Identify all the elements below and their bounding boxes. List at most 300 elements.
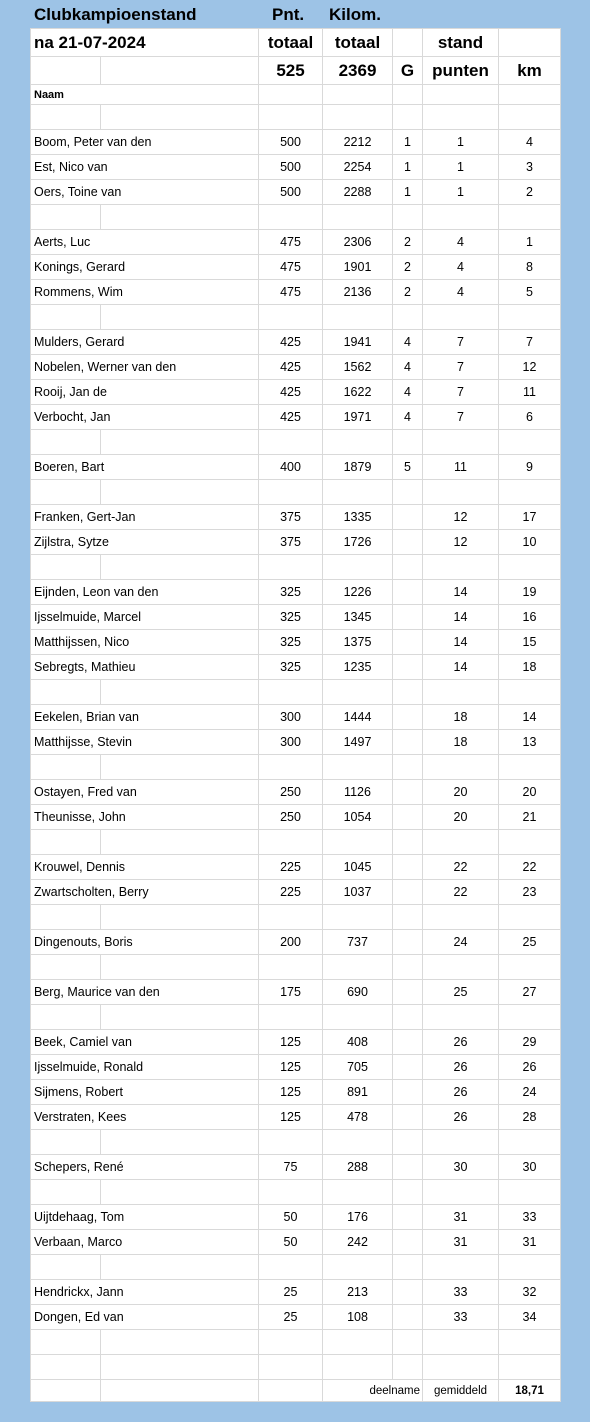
empty-cell (259, 85, 323, 105)
table-row (31, 255, 561, 280)
empty-cell (323, 680, 393, 705)
table-row (31, 805, 561, 830)
rider-name: Ijsselmuide, Marcel (31, 605, 259, 630)
points-rank: 18 (423, 705, 499, 730)
km-total: 1235 (323, 655, 393, 680)
empty-cell (31, 1330, 101, 1355)
spacer-row (31, 430, 561, 455)
empty-cell (31, 1255, 101, 1280)
spacer-row (31, 1180, 561, 1205)
points-rank: 26 (423, 1080, 499, 1105)
empty-cell (323, 1255, 393, 1280)
empty-cell (31, 680, 101, 705)
empty-cell (323, 1355, 393, 1380)
g-label: G (393, 57, 423, 85)
empty-cell (323, 1005, 393, 1030)
naam-label: Naam (31, 85, 259, 105)
rider-name: Ostayen, Fred van (31, 780, 259, 805)
km-rank: 18 (499, 655, 561, 680)
group-number: 5 (393, 455, 423, 480)
pnt-header: Pnt. (272, 5, 305, 24)
empty-cell (499, 305, 561, 330)
rider-name: Krouwel, Dennis (31, 855, 259, 880)
empty-cell (393, 480, 423, 505)
spacer-row (31, 830, 561, 855)
empty-cell (101, 430, 259, 455)
empty-cell (101, 305, 259, 330)
km-label: km (499, 57, 561, 85)
empty-cell (393, 1130, 423, 1155)
spacer-row (31, 680, 561, 705)
km-total: 1726 (323, 530, 393, 555)
empty-cell (393, 29, 423, 57)
pnt-totaal-label: totaal (259, 29, 323, 57)
empty-cell (101, 105, 259, 130)
empty-cell (423, 830, 499, 855)
rider-name: Sijmens, Robert (31, 1080, 259, 1105)
header-row-naam (31, 85, 561, 105)
empty-cell (101, 955, 259, 980)
group-number (393, 655, 423, 680)
empty-cell (323, 555, 393, 580)
total-points: 525 (259, 57, 323, 85)
points-total: 325 (259, 580, 323, 605)
spacer-row (31, 755, 561, 780)
points-rank: 1 (423, 155, 499, 180)
km-rank: 30 (499, 1155, 561, 1180)
empty-cell (259, 430, 323, 455)
empty-cell (31, 305, 101, 330)
rider-name: Est, Nico van (31, 155, 259, 180)
empty-cell (423, 555, 499, 580)
group-number (393, 1030, 423, 1055)
group-number (393, 780, 423, 805)
empty-cell (499, 955, 561, 980)
points-total: 50 (259, 1230, 323, 1255)
rider-name: Ijsselmuide, Ronald (31, 1055, 259, 1080)
km-rank: 16 (499, 605, 561, 630)
km-rank: 26 (499, 1055, 561, 1080)
empty-cell (423, 955, 499, 980)
points-rank: 12 (423, 505, 499, 530)
rider-name: Konings, Gerard (31, 255, 259, 280)
empty-cell (101, 1130, 259, 1155)
table-row (31, 655, 561, 680)
spacer-row (31, 1330, 561, 1355)
empty-cell (31, 1130, 101, 1155)
points-rank: 7 (423, 355, 499, 380)
spacer-row (31, 1355, 561, 1380)
empty-cell (259, 1330, 323, 1355)
table-row (31, 1205, 561, 1230)
stand-label: stand (423, 29, 499, 57)
empty-cell (101, 680, 259, 705)
empty-cell (31, 1380, 101, 1402)
empty-cell (101, 1330, 259, 1355)
km-rank: 24 (499, 1080, 561, 1105)
standings-table (30, 28, 561, 1402)
km-rank: 7 (499, 330, 561, 355)
km-rank: 29 (499, 1030, 561, 1055)
empty-cell (259, 480, 323, 505)
rider-name: Zijlstra, Sytze (31, 530, 259, 555)
empty-cell (423, 105, 499, 130)
empty-cell (31, 430, 101, 455)
empty-cell (101, 905, 259, 930)
group-number (393, 805, 423, 830)
empty-cell (101, 555, 259, 580)
empty-cell (393, 305, 423, 330)
group-number (393, 880, 423, 905)
empty-cell (393, 1005, 423, 1030)
header-row-totals (31, 57, 561, 85)
kilom-header: Kilom. (329, 5, 381, 24)
empty-cell (423, 85, 499, 105)
rider-name: Sebregts, Mathieu (31, 655, 259, 680)
spacer-row (31, 1130, 561, 1155)
points-total: 475 (259, 280, 323, 305)
group-number: 1 (393, 130, 423, 155)
km-total: 108 (323, 1305, 393, 1330)
empty-cell (423, 680, 499, 705)
km-rank: 28 (499, 1105, 561, 1130)
km-rank: 25 (499, 930, 561, 955)
spacer-row (31, 1005, 561, 1030)
points-rank: 20 (423, 780, 499, 805)
empty-cell (393, 955, 423, 980)
points-total: 225 (259, 855, 323, 880)
empty-cell (323, 1330, 393, 1355)
table-row (31, 1305, 561, 1330)
empty-cell (259, 555, 323, 580)
points-total: 250 (259, 780, 323, 805)
points-total: 425 (259, 330, 323, 355)
km-total: 408 (323, 1030, 393, 1055)
group-number (393, 1155, 423, 1180)
empty-cell (31, 905, 101, 930)
km-total: 2136 (323, 280, 393, 305)
km-total: 1879 (323, 455, 393, 480)
empty-cell (31, 955, 101, 980)
points-total: 500 (259, 155, 323, 180)
points-rank: 30 (423, 1155, 499, 1180)
table-row (31, 705, 561, 730)
empty-cell (259, 755, 323, 780)
points-total: 300 (259, 730, 323, 755)
rider-name: Beek, Camiel van (31, 1030, 259, 1055)
empty-cell (393, 1180, 423, 1205)
km-total: 1335 (323, 505, 393, 530)
empty-cell (259, 305, 323, 330)
km-total: 478 (323, 1105, 393, 1130)
empty-cell (259, 1180, 323, 1205)
empty-cell (323, 205, 393, 230)
points-rank: 14 (423, 655, 499, 680)
points-total: 225 (259, 880, 323, 905)
points-rank: 7 (423, 405, 499, 430)
spacer-row (31, 955, 561, 980)
group-number (393, 1230, 423, 1255)
spacer-row (31, 555, 561, 580)
rider-name: Nobelen, Werner van den (31, 355, 259, 380)
empty-cell (393, 85, 423, 105)
km-rank: 20 (499, 780, 561, 805)
empty-cell (101, 1005, 259, 1030)
empty-cell (393, 205, 423, 230)
km-rank: 11 (499, 380, 561, 405)
spacer-row (31, 1255, 561, 1280)
group-number: 2 (393, 255, 423, 280)
rider-name: Verstraten, Kees (31, 1105, 259, 1130)
km-total: 891 (323, 1080, 393, 1105)
empty-cell (323, 305, 393, 330)
km-rank: 27 (499, 980, 561, 1005)
empty-cell (423, 480, 499, 505)
points-rank: 4 (423, 230, 499, 255)
table-row (31, 280, 561, 305)
empty-cell (499, 29, 561, 57)
empty-cell (31, 755, 101, 780)
rider-name: Verbocht, Jan (31, 405, 259, 430)
points-rank: 25 (423, 980, 499, 1005)
empty-cell (259, 205, 323, 230)
table-row (31, 980, 561, 1005)
km-total: 1971 (323, 405, 393, 430)
empty-cell (393, 105, 423, 130)
empty-cell (393, 430, 423, 455)
km-rank: 2 (499, 180, 561, 205)
rider-name: Matthijsse, Stevin (31, 730, 259, 755)
empty-cell (101, 57, 259, 85)
points-total: 125 (259, 1030, 323, 1055)
empty-cell (31, 830, 101, 855)
group-number (393, 605, 423, 630)
empty-cell (259, 905, 323, 930)
points-total: 25 (259, 1280, 323, 1305)
table-row (31, 605, 561, 630)
title-row (30, 0, 560, 28)
empty-cell (393, 1355, 423, 1380)
points-rank: 33 (423, 1280, 499, 1305)
km-rank: 14 (499, 705, 561, 730)
group-number (393, 930, 423, 955)
empty-cell (259, 955, 323, 980)
empty-cell (423, 1330, 499, 1355)
km-total: 690 (323, 980, 393, 1005)
empty-cell (499, 430, 561, 455)
empty-cell (31, 105, 101, 130)
points-total: 375 (259, 505, 323, 530)
km-rank: 6 (499, 405, 561, 430)
empty-cell (423, 1130, 499, 1155)
km-total: 1226 (323, 580, 393, 605)
rider-name: Verbaan, Marco (31, 1230, 259, 1255)
table-row (31, 405, 561, 430)
km-total: 176 (323, 1205, 393, 1230)
empty-cell (323, 1130, 393, 1155)
empty-cell (31, 1355, 101, 1380)
points-rank: 33 (423, 1305, 499, 1330)
table-row (31, 530, 561, 555)
rider-name: Boeren, Bart (31, 455, 259, 480)
km-total: 2254 (323, 155, 393, 180)
empty-cell (499, 205, 561, 230)
empty-cell (499, 1330, 561, 1355)
points-rank: 24 (423, 930, 499, 955)
empty-cell (31, 57, 101, 85)
empty-cell (101, 480, 259, 505)
points-total: 425 (259, 380, 323, 405)
table-row (31, 130, 561, 155)
empty-cell (499, 905, 561, 930)
points-total: 175 (259, 980, 323, 1005)
empty-cell (423, 305, 499, 330)
points-total: 250 (259, 805, 323, 830)
km-total: 1562 (323, 355, 393, 380)
group-number (393, 1105, 423, 1130)
empty-cell (423, 1255, 499, 1280)
rider-name: Theunisse, John (31, 805, 259, 830)
empty-cell (499, 105, 561, 130)
km-rank: 4 (499, 130, 561, 155)
points-rank: 20 (423, 805, 499, 830)
points-rank: 4 (423, 255, 499, 280)
empty-cell (259, 1005, 323, 1030)
group-number (393, 505, 423, 530)
points-rank: 14 (423, 605, 499, 630)
points-total: 500 (259, 180, 323, 205)
points-rank: 7 (423, 380, 499, 405)
table-row (31, 230, 561, 255)
group-number (393, 705, 423, 730)
km-total: 1941 (323, 330, 393, 355)
rider-name: Rooij, Jan de (31, 380, 259, 405)
points-rank: 22 (423, 855, 499, 880)
points-rank: 26 (423, 1105, 499, 1130)
km-rank: 8 (499, 255, 561, 280)
group-number (393, 1080, 423, 1105)
empty-cell (259, 105, 323, 130)
group-number: 4 (393, 355, 423, 380)
km-rank: 1 (499, 230, 561, 255)
km-rank: 23 (499, 880, 561, 905)
empty-cell (101, 1180, 259, 1205)
empty-cell (423, 205, 499, 230)
group-number (393, 1055, 423, 1080)
km-total: 2288 (323, 180, 393, 205)
km-rank: 5 (499, 280, 561, 305)
points-rank: 18 (423, 730, 499, 755)
rider-name: Rommens, Wim (31, 280, 259, 305)
table-row (31, 580, 561, 605)
empty-cell (423, 905, 499, 930)
empty-cell (259, 1130, 323, 1155)
points-total: 375 (259, 530, 323, 555)
km-rank: 22 (499, 855, 561, 880)
points-rank: 11 (423, 455, 499, 480)
km-total: 2306 (323, 230, 393, 255)
empty-cell (423, 1180, 499, 1205)
rider-name: Zwartscholten, Berry (31, 880, 259, 905)
km-total: 288 (323, 1155, 393, 1180)
empty-cell (499, 680, 561, 705)
empty-cell (393, 1255, 423, 1280)
km-total: 705 (323, 1055, 393, 1080)
empty-cell (393, 830, 423, 855)
table-row (31, 180, 561, 205)
rider-name: Berg, Maurice van den (31, 980, 259, 1005)
points-rank: 4 (423, 280, 499, 305)
table-row (31, 855, 561, 880)
points-total: 25 (259, 1305, 323, 1330)
table-row (31, 355, 561, 380)
km-rank: 17 (499, 505, 561, 530)
table-row (31, 1280, 561, 1305)
table-row (31, 1080, 561, 1105)
empty-cell (259, 1355, 323, 1380)
empty-cell (31, 205, 101, 230)
points-total: 425 (259, 355, 323, 380)
table-row (31, 455, 561, 480)
empty-cell (323, 1180, 393, 1205)
rider-name: Dongen, Ed van (31, 1305, 259, 1330)
table-row (31, 1030, 561, 1055)
spacer-row (31, 205, 561, 230)
km-rank: 10 (499, 530, 561, 555)
empty-cell (393, 680, 423, 705)
rider-name: Eijnden, Leon van den (31, 580, 259, 605)
points-total: 50 (259, 1205, 323, 1230)
empty-cell (499, 1180, 561, 1205)
empty-cell (393, 1330, 423, 1355)
group-number (393, 730, 423, 755)
points-rank: 12 (423, 530, 499, 555)
group-number (393, 980, 423, 1005)
group-number: 1 (393, 155, 423, 180)
empty-cell (101, 755, 259, 780)
group-number: 2 (393, 230, 423, 255)
rider-name: Aerts, Luc (31, 230, 259, 255)
empty-cell (423, 430, 499, 455)
table-row (31, 930, 561, 955)
empty-cell (31, 480, 101, 505)
standings-sheet (30, 0, 560, 1402)
km-total: 1345 (323, 605, 393, 630)
km-rank: 12 (499, 355, 561, 380)
empty-cell (259, 680, 323, 705)
deelname-label: deelname (323, 1380, 423, 1402)
empty-cell (393, 555, 423, 580)
group-number (393, 1205, 423, 1230)
points-total: 500 (259, 130, 323, 155)
km-total: 213 (323, 1280, 393, 1305)
table-row (31, 1105, 561, 1130)
group-number (393, 1305, 423, 1330)
km-rank: 31 (499, 1230, 561, 1255)
points-total: 325 (259, 630, 323, 655)
table-row (31, 630, 561, 655)
empty-cell (101, 1355, 259, 1380)
empty-cell (499, 830, 561, 855)
empty-cell (499, 1130, 561, 1155)
empty-cell (499, 1005, 561, 1030)
empty-cell (499, 1255, 561, 1280)
empty-cell (31, 1005, 101, 1030)
km-rank: 13 (499, 730, 561, 755)
km-total: 1444 (323, 705, 393, 730)
empty-cell (323, 755, 393, 780)
points-rank: 1 (423, 130, 499, 155)
